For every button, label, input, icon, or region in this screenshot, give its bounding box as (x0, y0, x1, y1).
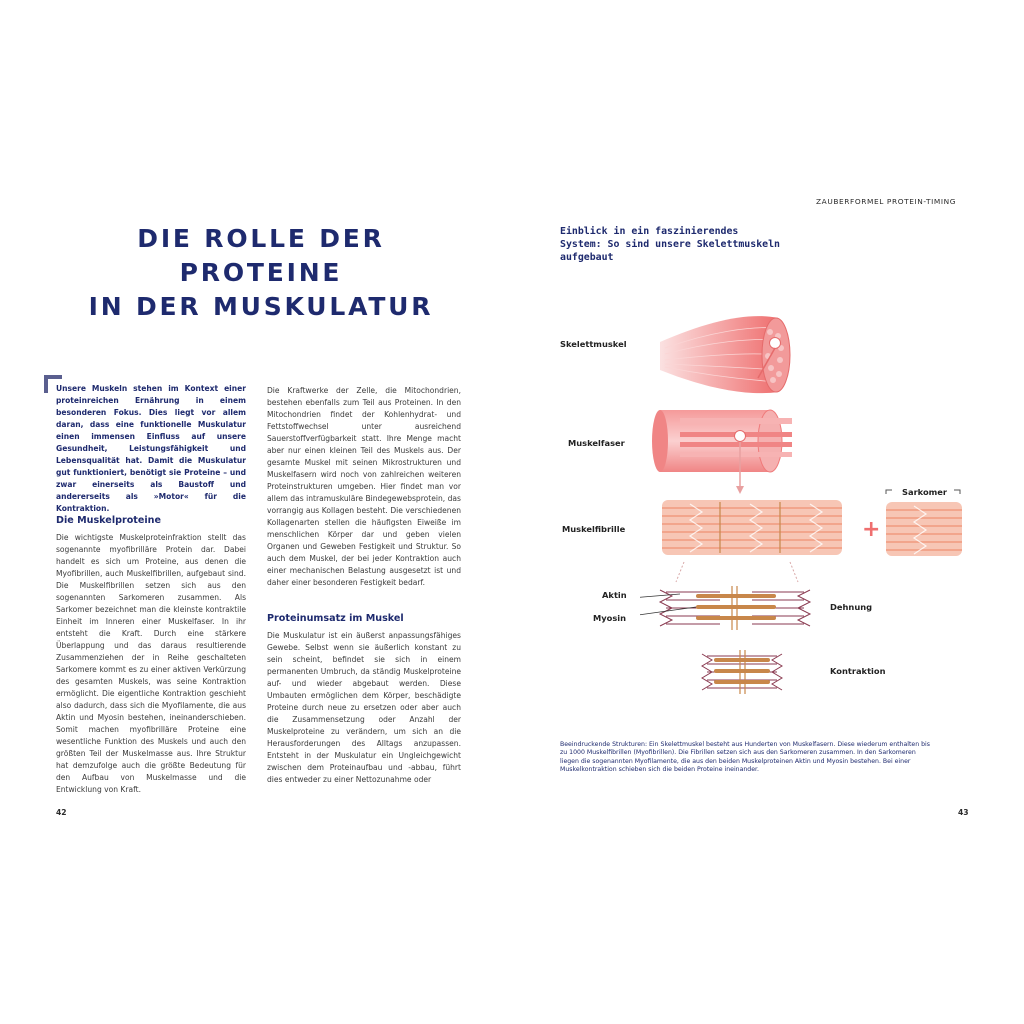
page-title-line-2: IN DER MUSKULATUR (88, 292, 434, 321)
sarcomere-contracted-illustration (702, 650, 782, 694)
label-sarkomer: Sarkomer (902, 487, 948, 497)
muscle-fiber-illustration (652, 410, 792, 494)
label-skelettmuskel: Skelettmuskel (560, 339, 627, 349)
label-muskelfibrille: Muskelfibrille (562, 524, 626, 534)
section-heading-muskelproteine: Die Muskelproteine (56, 515, 162, 526)
page-title-line-1: DIE ROLLE DER PROTEINE (137, 224, 385, 287)
lead-paragraph: Unsere Muskeln stehen im Kontext einer proteinreichen Ernährung in einem besonderen Fokus. Dies liegt vor allem daran, dass eine funktionelle Muskulatur einen immensen Einfluss auf unsere Gesundheit, Leistungsfähigkeit und Lebensqualität hat. Damit die Muskulatur gut funktioniert, benötigt sie Proteine – und zwar einerseits als Baustoff und andererseits als »Motor« für die Kontraktion. (56, 384, 246, 513)
sarcomere-illustration (886, 490, 962, 556)
figure-caption: Beeindruckende Strukturen: Ein Skelettmuskel besteht aus Hunderten von Muskelfasern. Diese wiederum enthalten bis zu 1000 Muskelfibrillen (Myofibrillen). Die Fibrillen setzen sich aus den Sarkomeren zusammen. In den Sarkomeren liegen die sogenannten Myofilamente, die aus den beiden Muskelproteinen Aktin und Myosin bestehen. Bei einer Muskelkontraktion schieben sich die beiden Proteine ineinander. (560, 741, 930, 773)
plus-sign: + (862, 517, 881, 542)
section-text-muskelproteine: Die wichtigste Muskelproteinfraktion stellt das sogenannte myofibrilläre Protein dar. Dabei handelt es sich um Proteine, aus denen die Myofibrillen, auch Muskelfibrillen, aufgebaut sind. Die Muskelfibrillen setzen sich aus den sogenannten Sarkomeren zusammen. Als Sarkomer bezeichnet man die kleinste kontraktile Einheit im Inneren einer Muskelfaser. In ihr entsteht die Kraft. Durch eine stärkere Überlappung und das daraus resultierende Zusammenziehen der in Reihe geschalteten Sarkomere kommt es zu einer aktiven Verkürzung des gesamten Muskels, was seine Kontraktion ermöglicht. Die eigentliche Kontraktion geschieht also dadurch, dass sich die Myofilamente, die aus Aktin und Myosin bestehen, ineinanderschieben. Somit machen myofibrilläre Proteine eine wesentliche Funktion des Muskels und auch den größten Teil der Muskelmasse aus. Ihre Struktur hat demzufolge auch die größte Bedeutung für den Aufbau von Muskelmasse und die Entwicklung von Kraft. (56, 533, 246, 794)
myofibril-illustration (662, 500, 842, 555)
label-dehnung: Dehnung (830, 602, 873, 612)
page-number-right: 43 (958, 808, 969, 817)
section-heading-proteinumsatz: Proteinumsatz im Muskel (267, 613, 404, 624)
running-head: ZAUBERFORMEL PROTEIN-TIMING (816, 197, 957, 206)
page-title (52, 222, 470, 324)
figure-title: Einblick in ein faszinierendes System: So sind unsere Skelettmuskeln aufgebaut (560, 226, 780, 263)
label-kontraktion: Kontraktion (830, 666, 886, 676)
page-number-left: 42 (56, 808, 67, 817)
muscle-structure-figure (640, 300, 970, 700)
skeletal-muscle-illustration (660, 316, 790, 393)
section-text-proteinumsatz: Die Muskulatur ist ein äußerst anpassungsfähiges Gewebe. Selbst wenn sie äußerlich konstant zu sein scheint, befindet sie sich in einem permanenten Umbruch, da ständig Muskelproteine auf- und wieder abgebaut werden. Diese Umbauten ermöglichen dem Körper, beschädigte Proteine durch neue zu ersetzen oder aber auch die Zusammensetzung oder Anzahl der Muskelproteine zu verändern, um sich an die Herausforderungen des Alltags anzupassen. Entsteht in der Muskulatur ein Ungleichgewicht zwischen dem Proteinaufbau und -abbau, führt dies entweder zu einer Nettozunahme oder (267, 631, 461, 784)
sarcomere-stretched-illustration (640, 586, 810, 630)
label-muskelfaser: Muskelfaser (568, 438, 625, 448)
label-aktin: Aktin (602, 590, 627, 600)
column-2-text: Die Kraftwerke der Zelle, die Mitochondrien, bestehen ebenfalls zum Teil aus Proteinen. In den Mitochondrien findet der Kohlenhydrat- und Fettstoffwechsel unter ausreichend Sauerstoffverfügbarkeit statt. Ihre Menge macht aber nur einen kleinen Teil des Muskels aus. Der gesamte Muskel mit seinen Mikrostrukturen und Muskelfasern wird noch von zahlreichen weiteren Proteinstrukturen umgeben. Hier findet man vor allem das intramuskuläre Bindegewebsprotein, das vorrangig aus Kollagen besteht. Die verschiedenen Kollagenarten stellen die häufigsten Eiweiße im menschlichen Körper dar und geben vielen Organen und Geweben Festigkeit und Struktur. So auch dem Muskel, der bei jeder Kontraktion auch einer mechanischen Belastung ausgesetzt ist und daher einer besonderen Festigkeit bedarf. (267, 386, 461, 587)
label-myosin: Myosin (593, 613, 627, 623)
